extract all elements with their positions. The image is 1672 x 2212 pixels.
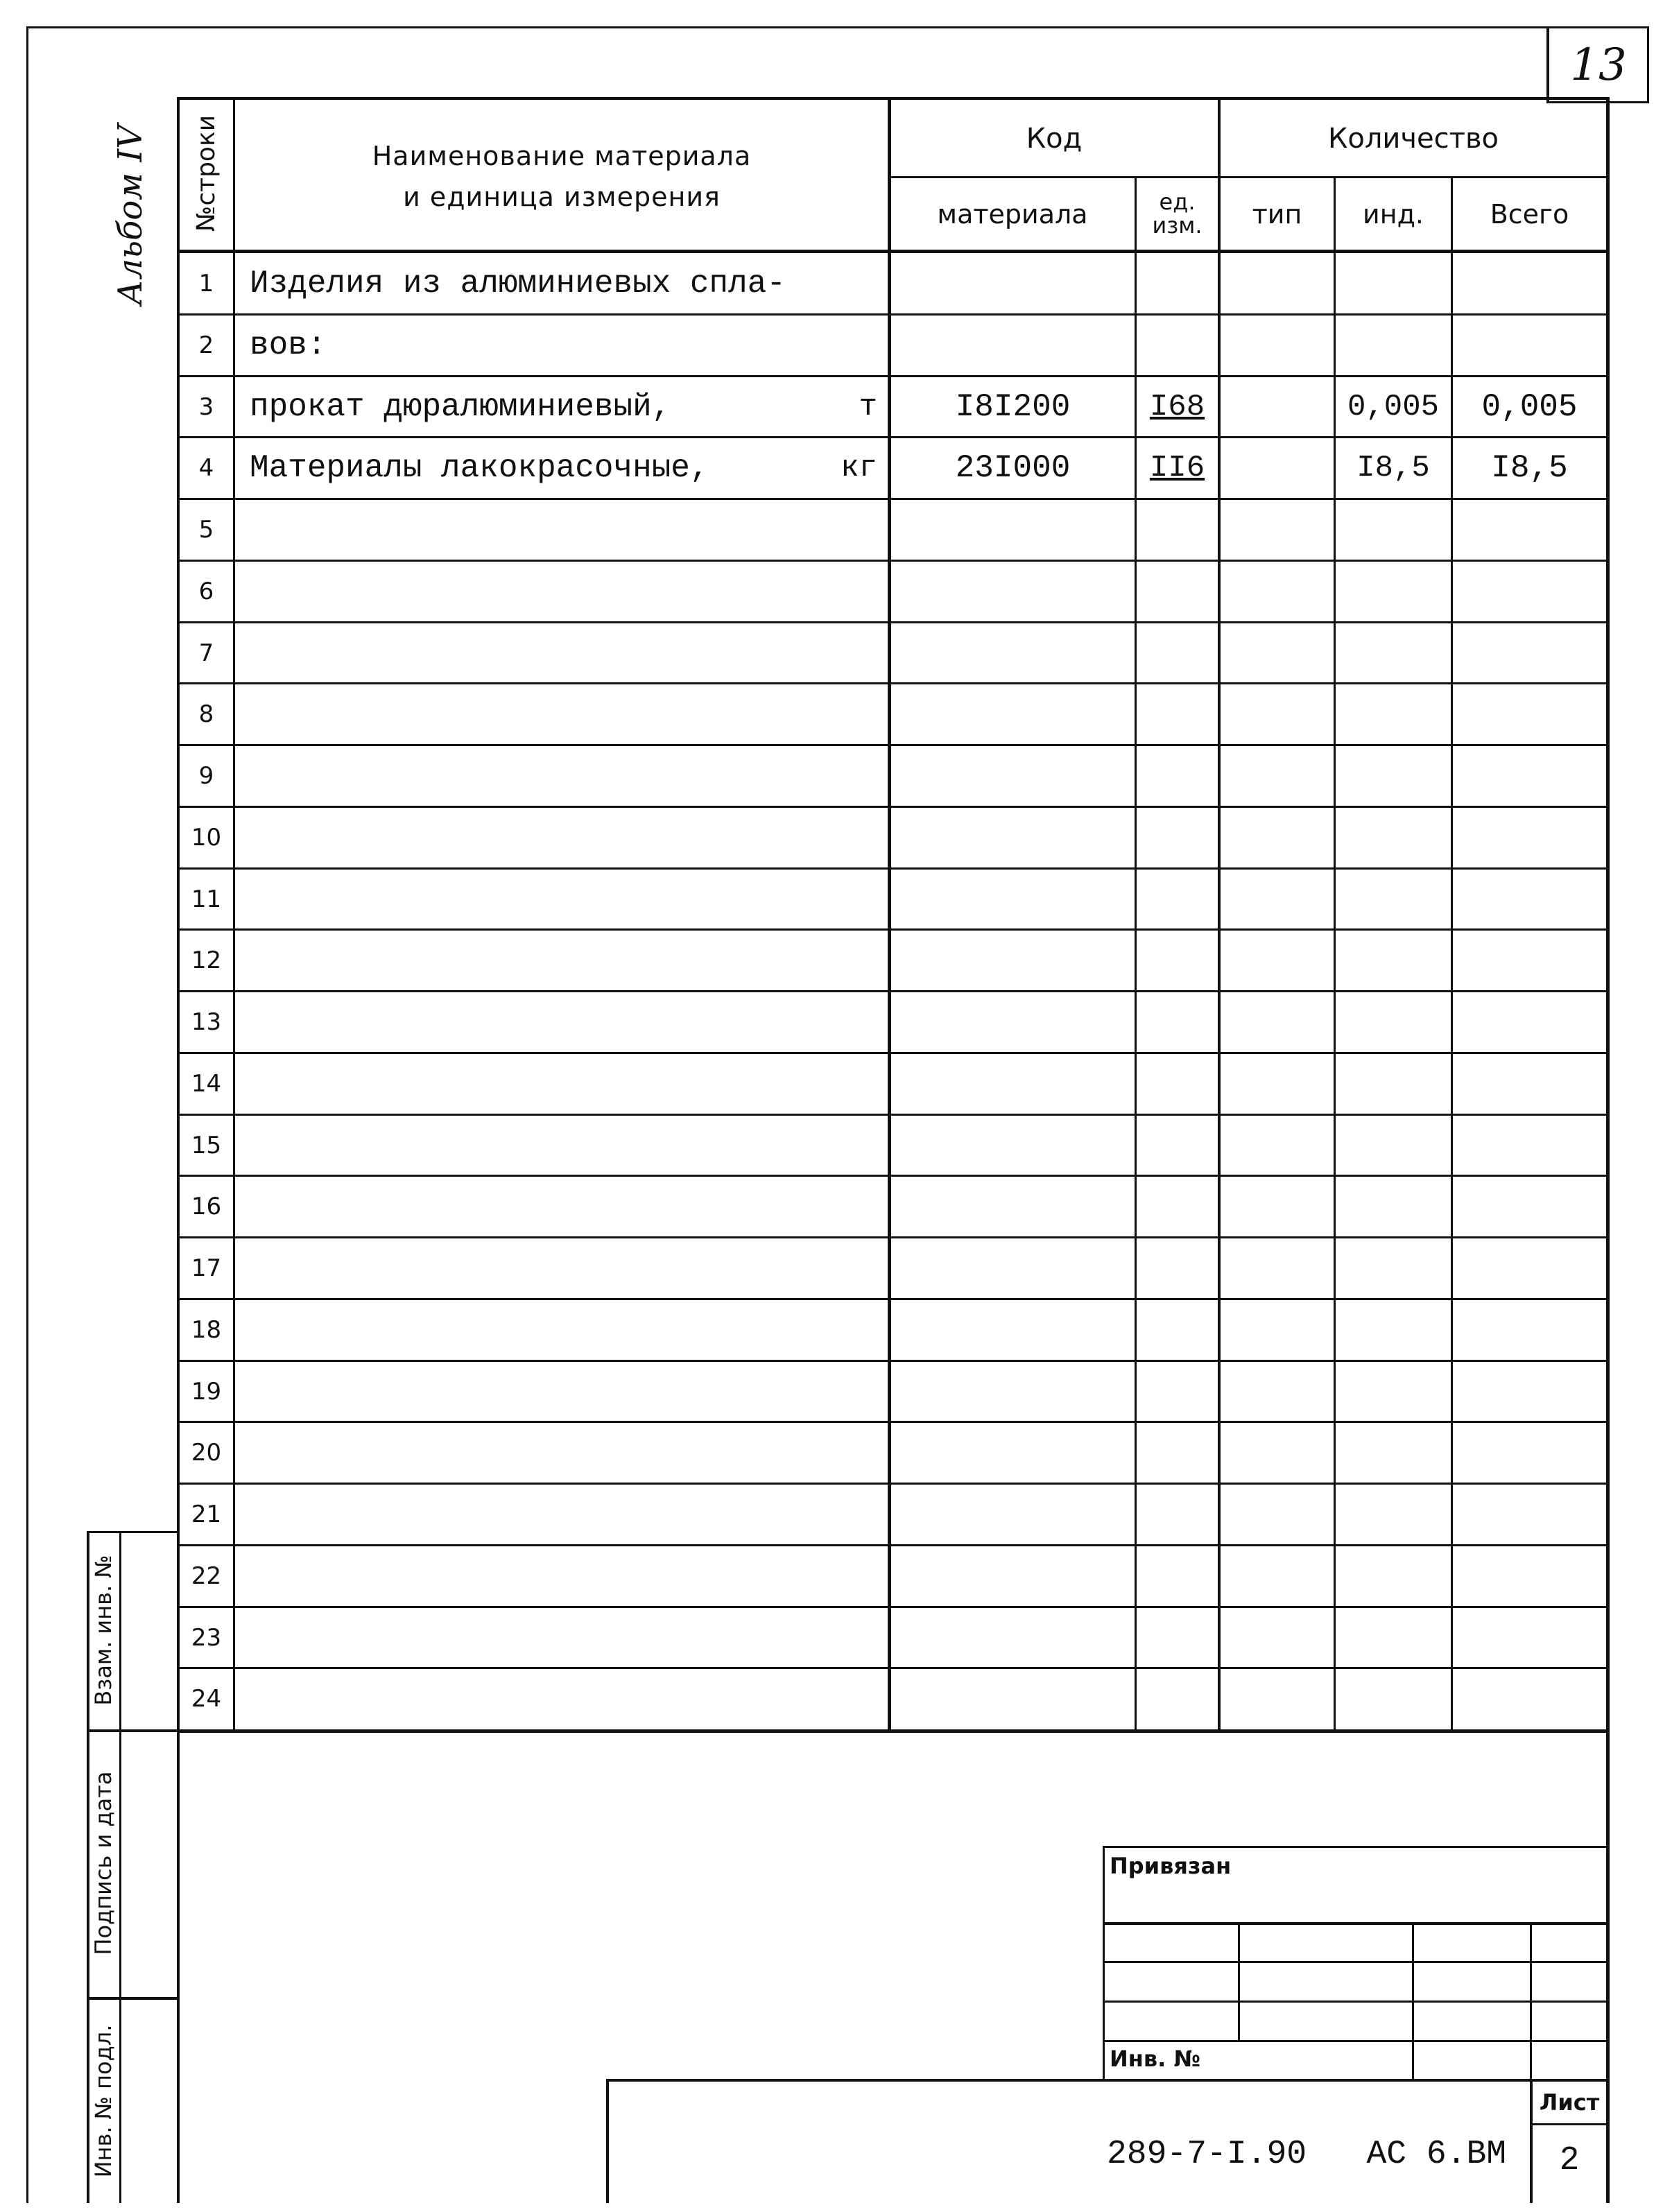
document-code: 289-7-I.90 АС 6.ВМ	[1107, 2136, 1507, 2173]
qty-total: I8,5	[1491, 449, 1568, 486]
qty-ind: 0,005	[1347, 389, 1440, 424]
row-divider	[177, 1236, 1609, 1238]
corner-box-left	[1546, 26, 1549, 103]
row-number: 18	[191, 1315, 222, 1344]
table-right-border	[1606, 97, 1610, 2203]
row-number: 1	[198, 269, 214, 297]
row-number: 2	[198, 331, 214, 359]
tb-left	[1103, 1846, 1105, 2080]
material-name: прокат дюралюминиевый,	[250, 388, 671, 425]
row-number: 22	[191, 1562, 222, 1590]
stamp-inv-podl: Инв. № подл.	[90, 2024, 117, 2178]
row-number: 17	[191, 1254, 222, 1282]
row-number: 14	[191, 1069, 222, 1098]
row-number: 7	[198, 639, 214, 667]
material-code	[891, 314, 1135, 376]
qty-ind: I8,5	[1356, 450, 1430, 485]
row-divider	[177, 1606, 1609, 1608]
header-code-material: материала	[937, 199, 1088, 230]
row-divider	[177, 1483, 1609, 1485]
material-name: Изделия из алюминиевых спла-	[250, 265, 786, 302]
table-body-bottom	[177, 1729, 1609, 1733]
header-subdivider-qty	[1219, 176, 1608, 178]
sheet-label: Лист	[1539, 2089, 1600, 2116]
unit-code	[1137, 314, 1218, 376]
row-divider	[177, 1114, 1609, 1116]
tb-inv-no: Инв. №	[1110, 2046, 1200, 2072]
row-number: 20	[191, 1438, 222, 1467]
tb-v2	[1412, 1922, 1414, 2080]
header-row-number: №строки	[192, 114, 221, 232]
qty-ind	[1336, 252, 1451, 314]
row-number: 9	[198, 761, 214, 790]
frame-left-line	[26, 26, 28, 2203]
row-divider	[177, 928, 1609, 931]
qty-ind	[1336, 314, 1451, 376]
row-number: 21	[191, 1500, 222, 1528]
row-number: 6	[198, 577, 214, 605]
row-divider	[177, 867, 1609, 870]
material-code: 23I000	[955, 449, 1071, 486]
qty-type	[1221, 252, 1334, 314]
unit-code	[1137, 252, 1218, 314]
row-divider	[177, 1175, 1609, 1177]
tb-top	[1103, 1846, 1608, 1848]
material-code	[891, 252, 1135, 314]
row-number: 16	[191, 1192, 222, 1220]
stamp-vzam-inv: Взам. инв. №	[90, 1555, 117, 1706]
row-divider	[177, 498, 1609, 500]
doc-block-top	[606, 2079, 1609, 2082]
table-top-border	[177, 97, 1609, 100]
frame-top-line	[26, 26, 1649, 28]
qty-total: 0,005	[1481, 388, 1578, 425]
row-number: 23	[191, 1623, 222, 1652]
header-material-name: Наименование материала и единица измерения	[372, 141, 752, 212]
row-divider	[177, 1544, 1609, 1546]
row-number: 4	[198, 453, 214, 482]
material-unit: кг	[841, 450, 877, 485]
tb-privyazan: Привязан	[1110, 1853, 1232, 1879]
frame-right-line	[1647, 26, 1649, 103]
row-number: 5	[198, 515, 214, 544]
qty-total	[1453, 314, 1606, 376]
header-subdivider-code	[889, 176, 1219, 178]
row-divider	[177, 682, 1609, 684]
row-number: 8	[198, 700, 214, 728]
material-name: вов:	[250, 327, 327, 363]
row-divider	[177, 806, 1609, 808]
qty-total	[1453, 252, 1606, 314]
row-number: 19	[191, 1377, 222, 1406]
row-divider	[177, 560, 1609, 562]
stamp-outer-left	[87, 1531, 89, 2203]
row-divider	[177, 1052, 1609, 1054]
unit-code: I68	[1149, 389, 1205, 424]
row-divider	[177, 1667, 1609, 1669]
header-code-group: Код	[1026, 123, 1083, 155]
row-number: 15	[191, 1131, 222, 1159]
material-unit	[804, 252, 877, 314]
row-number: 11	[191, 885, 222, 913]
qty-type	[1221, 376, 1334, 438]
header-qty-total: Всего	[1490, 199, 1569, 230]
header-qty-group: Количество	[1327, 123, 1499, 155]
tb-v1	[1238, 1922, 1240, 2040]
qty-type	[1221, 314, 1334, 376]
stamp-podpis-data: Подпись и дата	[90, 1771, 117, 1955]
material-unit: т	[859, 389, 877, 424]
row-divider	[177, 744, 1609, 746]
header-qty-type: тип	[1252, 199, 1302, 230]
sheet-cell-divider	[1530, 2123, 1609, 2125]
header-qty-ind: инд.	[1363, 199, 1424, 230]
doc-block-left	[606, 2079, 609, 2203]
row-number: 12	[191, 946, 222, 974]
row-number: 10	[191, 823, 222, 852]
material-name: Материалы лакокрасочные,	[250, 449, 709, 486]
row-number: 24	[191, 1684, 222, 1713]
row-divider	[177, 1298, 1609, 1300]
album-label: Альбом IV	[111, 125, 150, 305]
col-line-rowno	[233, 97, 235, 1731]
tb-v3	[1530, 1922, 1532, 2080]
row-divider	[177, 621, 1609, 623]
material-unit	[804, 314, 877, 376]
row-divider	[177, 1360, 1609, 1362]
qty-type	[1221, 437, 1334, 499]
row-divider	[177, 1421, 1609, 1423]
row-number: 3	[198, 392, 214, 421]
unit-code: II6	[1149, 450, 1205, 485]
stamp-inner-divider	[119, 1531, 121, 2203]
row-divider	[177, 990, 1609, 992]
header-code-unit: ед. изм.	[1152, 189, 1203, 239]
material-code: I8I200	[955, 388, 1071, 425]
sheet-number: 2	[1559, 2142, 1580, 2179]
sheet-corner-number: 13	[1570, 40, 1627, 91]
row-number: 13	[191, 1008, 222, 1036]
